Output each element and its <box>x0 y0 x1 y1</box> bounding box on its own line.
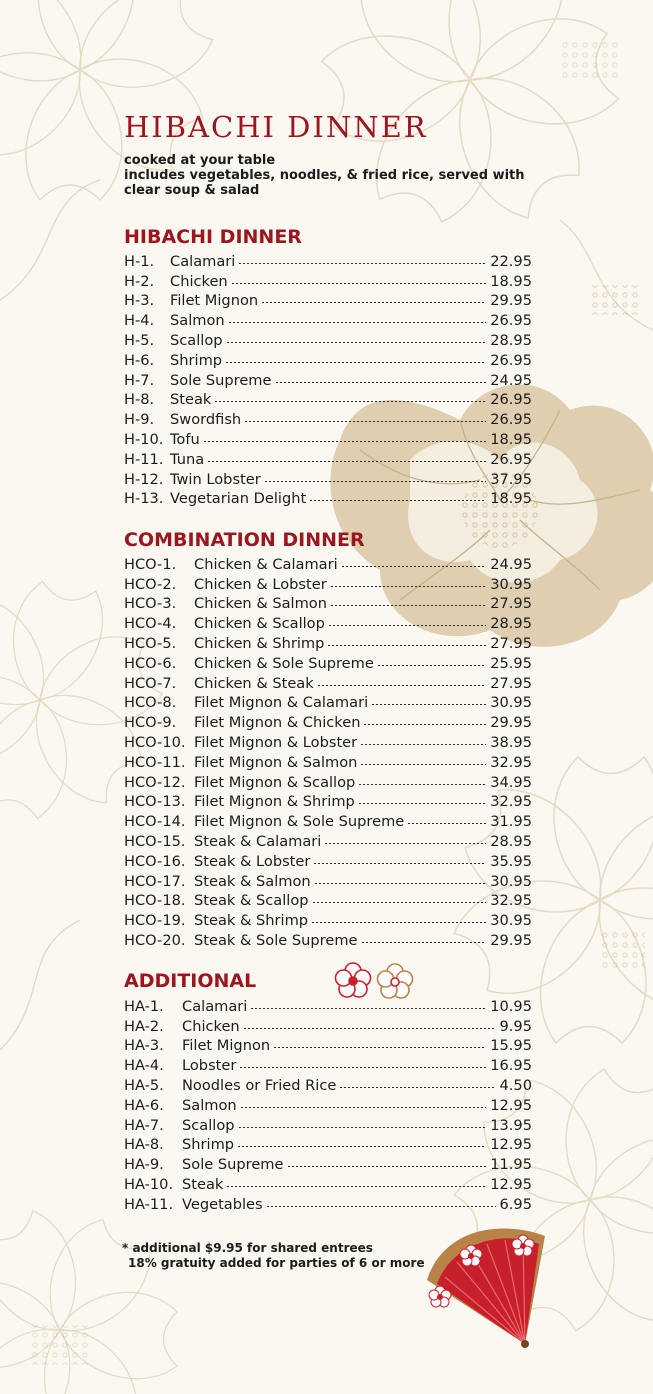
dot-leader <box>310 500 486 501</box>
item-code: H-12. <box>124 470 164 488</box>
menu-item <box>124 1074 532 1094</box>
item-code: HCO-1. <box>124 555 177 573</box>
menu-item <box>124 1054 532 1074</box>
item-code: HCO-18. <box>124 892 186 910</box>
item-name: Vegetarian Delight <box>170 490 307 508</box>
intro-text <box>124 153 525 198</box>
item-price: 32.95 <box>490 753 532 771</box>
item-price: 16.95 <box>490 1057 532 1075</box>
dot-leader <box>239 1127 487 1128</box>
menu-item <box>124 1193 532 1213</box>
section-list-hibachi <box>124 250 532 507</box>
dot-leader <box>204 441 486 442</box>
menu-item <box>124 1015 532 1035</box>
item-code: HCO-19. <box>124 912 186 930</box>
item-price: 26.95 <box>490 312 532 330</box>
item-name: Chicken <box>182 1017 240 1035</box>
item-code: HA-1. <box>124 997 164 1015</box>
item-price: 24.95 <box>490 371 532 389</box>
item-name: Filet Mignon & Chicken <box>194 714 361 732</box>
dot-leader <box>241 1107 487 1108</box>
item-name: Steak <box>170 391 212 409</box>
dot-leader <box>276 382 487 383</box>
item-name: Tofu <box>170 430 200 448</box>
item-price: 9.95 <box>499 1017 532 1035</box>
item-code: HCO-14. <box>124 813 186 831</box>
item-price: 25.95 <box>490 654 532 672</box>
section-title-additional: ADDITIONAL <box>124 970 257 992</box>
item-name: Steak <box>182 1175 224 1193</box>
item-price: 30.95 <box>490 575 532 593</box>
menu-item <box>124 692 532 712</box>
item-code: HCO-2. <box>124 575 177 593</box>
item-code: H-2. <box>124 272 155 290</box>
item-name: Filet Mignon & Sole Supreme <box>194 813 405 831</box>
menu-item <box>124 1134 532 1154</box>
menu-item <box>124 830 532 850</box>
dot-leader <box>245 421 486 422</box>
dot-leader <box>372 704 486 705</box>
menu-item <box>124 290 532 310</box>
item-code: HCO-4. <box>124 615 177 633</box>
item-name: Chicken & Steak <box>194 674 314 692</box>
menu-item <box>124 448 532 468</box>
item-code: HCO-20. <box>124 931 186 949</box>
item-price: 26.95 <box>490 450 532 468</box>
dot-leader <box>262 302 486 303</box>
menu-item <box>124 369 532 389</box>
item-code: H-6. <box>124 351 155 369</box>
dot-leader <box>362 942 487 943</box>
item-price: 29.95 <box>490 714 532 732</box>
menu-item <box>124 349 532 369</box>
item-price: 13.95 <box>490 1116 532 1134</box>
item-price: 12.95 <box>490 1096 532 1114</box>
intro-line: includes vegetables, noodles, & fried rice, served with <box>124 168 525 183</box>
menu-item <box>124 771 532 791</box>
item-code: HCO-17. <box>124 872 186 890</box>
dot-leader <box>361 744 486 745</box>
item-price: 27.95 <box>490 674 532 692</box>
item-code: H-9. <box>124 411 155 429</box>
dot-leader <box>226 362 486 363</box>
menu-item <box>124 672 532 692</box>
item-code: HCO-15. <box>124 832 186 850</box>
menu-item <box>124 632 532 652</box>
item-code: H-13. <box>124 490 164 508</box>
item-name: Steak & Lobster <box>194 852 311 870</box>
menu-item <box>124 652 532 672</box>
item-price: 27.95 <box>490 634 532 652</box>
menu-item <box>124 1035 532 1055</box>
menu-item <box>124 488 532 508</box>
item-price: 28.95 <box>490 331 532 349</box>
item-code: HA-6. <box>124 1096 164 1114</box>
item-name: Chicken & Sole Supreme <box>194 654 374 672</box>
item-code: HCO-7. <box>124 674 177 692</box>
item-name: Steak & Salmon <box>194 872 311 890</box>
dot-leader <box>240 1067 486 1068</box>
item-name: Chicken & Lobster <box>194 575 327 593</box>
folding-fan-icon <box>415 1222 565 1350</box>
dot-leader <box>312 922 486 923</box>
item-price: 18.95 <box>490 430 532 448</box>
item-name: Noodles or Fried Rice <box>182 1076 337 1094</box>
item-name: Sole Supreme <box>182 1156 284 1174</box>
item-name: Steak & Calamari <box>194 832 322 850</box>
item-name: Chicken & Scallop <box>194 615 325 633</box>
menu-item <box>124 1094 532 1114</box>
dot-leader <box>274 1047 486 1048</box>
item-name: Chicken & Salmon <box>194 595 327 613</box>
item-price: 28.95 <box>490 832 532 850</box>
item-name: Calamari <box>182 997 248 1015</box>
item-name: Filet Mignon & Calamari <box>194 694 369 712</box>
dot-leader <box>364 724 486 725</box>
item-code: HCO-12. <box>124 773 186 791</box>
dot-leader <box>340 1087 495 1088</box>
dot-leader <box>359 784 486 785</box>
menu-item <box>124 791 532 811</box>
intro-line: clear soup & salad <box>124 183 260 198</box>
item-price: 18.95 <box>490 490 532 508</box>
item-name: Chicken <box>170 272 228 290</box>
dot-leader <box>318 685 487 686</box>
item-price: 34.95 <box>490 773 532 791</box>
item-price: 28.95 <box>490 615 532 633</box>
intro-line: cooked at your table <box>124 153 276 168</box>
menu-item <box>124 329 532 349</box>
dot-leader <box>328 645 486 646</box>
menu-item <box>124 389 532 409</box>
item-name: Sole Supreme <box>170 371 272 389</box>
item-code: HCO-8. <box>124 694 177 712</box>
dot-leader <box>331 586 487 587</box>
menu-item <box>124 909 532 929</box>
item-code: HA-5. <box>124 1076 164 1094</box>
menu-item <box>124 593 532 613</box>
item-name: Filet Mignon & Scallop <box>194 773 356 791</box>
dot-leader <box>238 1146 486 1147</box>
dot-leader <box>239 263 486 264</box>
item-name: Chicken & Shrimp <box>194 634 325 652</box>
item-name: Filet Mignon <box>170 292 259 310</box>
item-name: Swordfish <box>170 411 242 429</box>
section-title-hibachi: HIBACHI DINNER <box>124 226 302 248</box>
item-price: 12.95 <box>490 1175 532 1193</box>
section-title-combination: COMBINATION DINNER <box>124 529 365 551</box>
dot-leader <box>342 566 487 567</box>
item-price: 35.95 <box>490 852 532 870</box>
item-price: 15.95 <box>490 1037 532 1055</box>
menu-item <box>124 270 532 290</box>
dot-leader <box>313 902 487 903</box>
menu-item <box>124 309 532 329</box>
item-price: 32.95 <box>490 892 532 910</box>
item-code: HCO-10. <box>124 733 186 751</box>
menu-item <box>124 731 532 751</box>
item-price: 29.95 <box>490 292 532 310</box>
item-price: 32.95 <box>490 793 532 811</box>
menu-item <box>124 995 532 1015</box>
item-name: Steak & Shrimp <box>194 912 309 930</box>
item-code: HA-11. <box>124 1195 174 1213</box>
item-code: HCO-5. <box>124 634 177 652</box>
dot-leader <box>361 764 486 765</box>
menu-item <box>124 428 532 448</box>
item-name: Scallop <box>170 331 223 349</box>
item-name: Filet Mignon & Shrimp <box>194 793 355 811</box>
dot-leader <box>378 665 486 666</box>
item-name: Steak & Scallop <box>194 892 309 910</box>
dot-leader <box>315 883 487 884</box>
item-code: H-4. <box>124 312 155 330</box>
item-code: H-5. <box>124 331 155 349</box>
item-code: HA-2. <box>124 1017 164 1035</box>
dot-leader <box>359 803 486 804</box>
menu-item <box>124 1153 532 1173</box>
item-code: HCO-9. <box>124 714 177 732</box>
item-price: 4.50 <box>499 1076 532 1094</box>
item-name: Filet Mignon <box>182 1037 271 1055</box>
dot-leader <box>229 322 487 323</box>
item-name: Shrimp <box>182 1136 235 1154</box>
dot-leader <box>331 605 486 606</box>
dot-leader <box>227 1186 486 1187</box>
item-price: 10.95 <box>490 997 532 1015</box>
section-list-combination <box>124 553 532 949</box>
item-price: 29.95 <box>490 931 532 949</box>
footnote-shared: * additional $9.95 for shared entrees <box>122 1241 373 1255</box>
item-name: Calamari <box>170 252 236 270</box>
item-name: Shrimp <box>170 351 223 369</box>
dot-leader <box>288 1166 487 1167</box>
item-price: 12.95 <box>490 1136 532 1154</box>
item-name: Tuna <box>170 450 205 468</box>
item-name: Filet Mignon & Salmon <box>194 753 358 771</box>
item-code: HA-8. <box>124 1136 164 1154</box>
item-price: 26.95 <box>490 391 532 409</box>
item-price: 27.95 <box>490 595 532 613</box>
plum-blossom-icon <box>333 961 415 1001</box>
menu-item <box>124 850 532 870</box>
item-price: 30.95 <box>490 912 532 930</box>
item-price: 30.95 <box>490 872 532 890</box>
item-price: 26.95 <box>490 351 532 369</box>
item-code: HCO-13. <box>124 793 186 811</box>
item-price: 30.95 <box>490 694 532 712</box>
item-name: Twin Lobster <box>170 470 261 488</box>
dot-leader <box>244 1028 496 1029</box>
item-name: Lobster <box>182 1057 237 1075</box>
footnote <box>122 1241 425 1271</box>
item-price: 18.95 <box>490 272 532 290</box>
menu-item <box>124 1114 532 1134</box>
item-code: HA-7. <box>124 1116 164 1134</box>
item-code: HA-3. <box>124 1037 164 1055</box>
menu-item <box>124 711 532 731</box>
menu-item <box>124 810 532 830</box>
dot-leader <box>227 342 487 343</box>
item-code: H-1. <box>124 252 155 270</box>
page-title: HIBACHI DINNER <box>124 110 428 144</box>
menu-item <box>124 870 532 890</box>
dot-leader <box>251 1008 486 1009</box>
item-price: 6.95 <box>499 1195 532 1213</box>
item-price: 22.95 <box>490 252 532 270</box>
menu-item <box>124 751 532 771</box>
item-code: HA-10. <box>124 1175 174 1193</box>
item-name: Vegetables <box>182 1195 263 1213</box>
menu-item <box>124 890 532 910</box>
item-price: 37.95 <box>490 470 532 488</box>
dot-leader <box>232 283 487 284</box>
item-price: 11.95 <box>490 1156 532 1174</box>
item-name: Salmon <box>170 312 225 330</box>
item-code: HA-4. <box>124 1057 164 1075</box>
menu-item <box>124 612 532 632</box>
item-name: Filet Mignon & Lobster <box>194 733 358 751</box>
menu-item <box>124 929 532 949</box>
menu-item <box>124 408 532 428</box>
section-list-additional <box>124 995 532 1213</box>
item-code: H-8. <box>124 391 155 409</box>
footnote-gratuity: 18% gratuity added for parties of 6 or more <box>128 1256 425 1270</box>
menu-item <box>124 250 532 270</box>
item-price: 38.95 <box>490 733 532 751</box>
item-code: H-3. <box>124 292 155 310</box>
dot-leader <box>265 481 486 482</box>
item-name: Chicken & Calamari <box>194 555 338 573</box>
item-code: HCO-3. <box>124 595 177 613</box>
item-code: H-10. <box>124 430 164 448</box>
item-name: Salmon <box>182 1096 237 1114</box>
dot-leader <box>325 843 486 844</box>
item-price: 31.95 <box>490 813 532 831</box>
dot-leader <box>408 823 486 824</box>
item-price: 26.95 <box>490 411 532 429</box>
menu-item <box>124 468 532 488</box>
item-code: H-7. <box>124 371 155 389</box>
item-code: HA-9. <box>124 1156 164 1174</box>
item-name: Steak & Sole Supreme <box>194 931 358 949</box>
item-code: H-11. <box>124 450 164 468</box>
item-name: Scallop <box>182 1116 235 1134</box>
item-code: HCO-11. <box>124 753 186 771</box>
menu-item <box>124 573 532 593</box>
menu-item <box>124 1173 532 1193</box>
item-code: HCO-6. <box>124 654 177 672</box>
dot-leader <box>215 401 486 402</box>
item-code: HCO-16. <box>124 852 186 870</box>
dot-leader <box>314 863 486 864</box>
item-price: 24.95 <box>490 555 532 573</box>
dot-leader <box>329 625 486 626</box>
menu-item <box>124 553 532 573</box>
dot-leader <box>208 461 486 462</box>
dot-leader <box>267 1206 496 1207</box>
